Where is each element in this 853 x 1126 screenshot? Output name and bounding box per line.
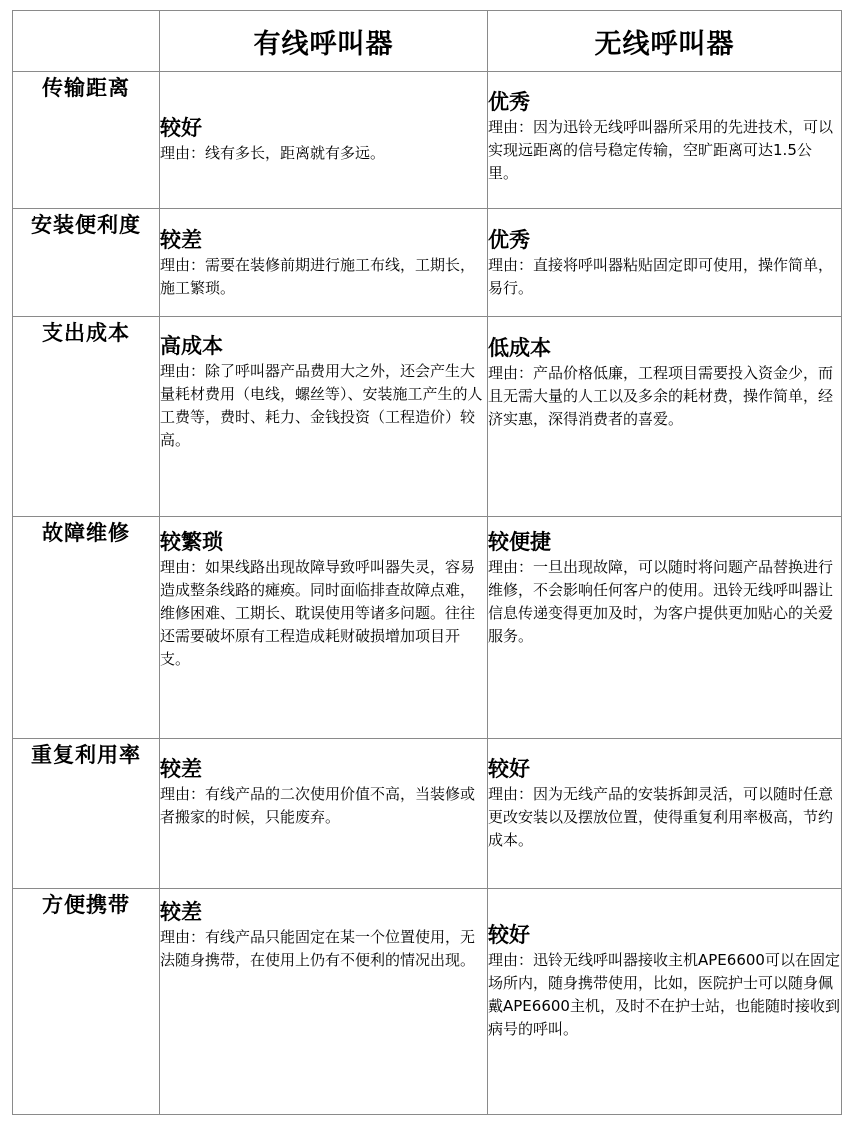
wireless-reason: 理由：因为迅铃无线呼叫器所采用的先进技术，可以实现远距离的信号稳定传输，空旷距离可达1.5公里。: [488, 118, 834, 182]
wired-reason: 理由：除了呼叫器产品费用大之外，还会产生大量耗材费用（电线，螺丝等）、安装施工产生的人工费等，费时、耗力、金钱投资（工程造价）较高。: [160, 362, 483, 449]
wired-rating: 较差: [160, 757, 202, 781]
wireless-cell: [488, 517, 842, 739]
table-row: [13, 317, 842, 517]
wireless-cell: [488, 317, 842, 517]
wired-reason: 理由：有线产品只能固定在某一个位置使用，无法随身携带，在使用上仍有不便利的情况出现。: [160, 928, 476, 969]
wired-cell: [160, 72, 488, 209]
wired-reason: 理由：需要在装修前期进行施工布线，工期长，施工繁琐。: [160, 256, 476, 297]
wireless-rating: 低成本: [488, 336, 551, 360]
wireless-cell: [488, 739, 842, 889]
table-row: [13, 72, 842, 209]
wireless-reason: 理由：直接将呼叫器粘贴固定即可使用，操作简单，易行。: [488, 256, 834, 297]
wired-cell: [160, 317, 488, 517]
wireless-rating: 优秀: [488, 90, 530, 114]
wireless-cell: [488, 889, 842, 1115]
wired-reason: 理由：如果线路出现故障导致呼叫器失灵，容易造成整条线路的瘫痪。同时面临排查故障点难，维修困难、工期长、耽误使用等诸多问题。往往还需要破坏原有工程造成耗财破损增加项目开支。: [160, 558, 476, 668]
comparison-table: [12, 10, 842, 1115]
row-label: 方便携带: [13, 889, 160, 1115]
table-row: [13, 889, 842, 1115]
wired-rating: 较差: [160, 228, 202, 252]
table-row: [13, 209, 842, 317]
row-label: 重复利用率: [13, 739, 160, 889]
wireless-cell: [488, 72, 842, 209]
wired-rating: 较繁琐: [160, 530, 223, 554]
wireless-rating: 较好: [488, 923, 530, 947]
header-wired: 有线呼叫器: [160, 11, 488, 72]
wired-reason: 理由：有线产品的二次使用价值不高，当装修或者搬家的时候，只能废弃。: [160, 785, 476, 826]
wireless-cell: [488, 209, 842, 317]
wireless-rating: 较好: [488, 757, 530, 781]
row-label: 传输距离: [13, 72, 160, 209]
wireless-rating: 较便捷: [488, 530, 551, 554]
row-label: 故障维修: [13, 517, 160, 739]
wired-rating: 较好: [160, 116, 202, 140]
wireless-rating: 优秀: [488, 228, 530, 252]
wired-cell: [160, 889, 488, 1115]
header-empty-cell: [13, 11, 160, 72]
table-row: [13, 517, 842, 739]
row-label: 支出成本: [13, 317, 160, 517]
wired-cell: [160, 209, 488, 317]
table-row: [13, 739, 842, 889]
header-wireless: 无线呼叫器: [488, 11, 842, 72]
wireless-reason: 理由：一旦出现故障，可以随时将问题产品替换进行维修，不会影响任何客户的使用。迅铃无线呼叫器让信息传递变得更加及时，为客户提供更加贴心的关爱服务。: [488, 558, 834, 645]
wireless-reason: 理由：因为无线产品的安装拆卸灵活，可以随时任意更改安装以及摆放位置，使得重复利用率极高，节约成本。: [488, 785, 834, 849]
wired-rating: 高成本: [160, 334, 223, 358]
wired-cell: [160, 739, 488, 889]
wired-reason: 理由：线有多长，距离就有多远。: [160, 144, 386, 162]
wired-rating: 较差: [160, 900, 202, 924]
wireless-reason: 理由：迅铃无线呼叫器接收主机APE6600可以在固定场所内，随身携带使用，比如，医院护士可以随身佩戴APE6600主机，及时不在护士站，也能随时接收到病号的呼叫。: [488, 951, 840, 1038]
row-label: 安装便利度: [13, 209, 160, 317]
wired-cell: [160, 517, 488, 739]
wireless-reason: 理由：产品价格低廉，工程项目需要投入资金少，而且无需大量的人工以及多余的耗材费，操作简单，经济实惠，深得消费者的喜爱。: [488, 364, 834, 428]
header-row: [13, 11, 842, 72]
